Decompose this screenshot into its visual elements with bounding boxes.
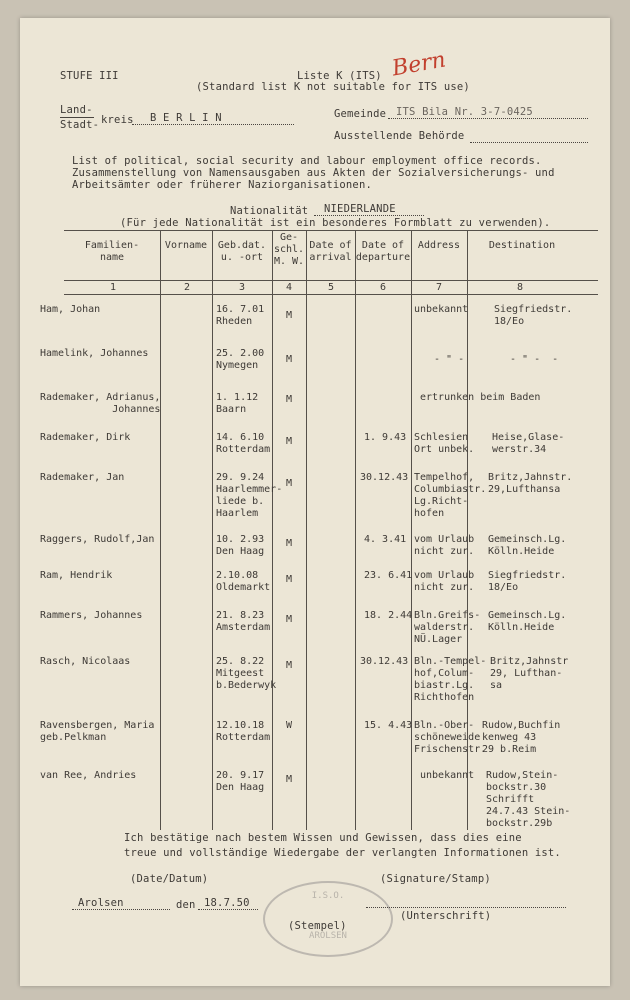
row-birth: 12.10.18 Rotterdam	[216, 720, 271, 743]
row-birth: 10. 2.93 Den Haag	[216, 534, 265, 557]
row-sex: M	[286, 310, 293, 321]
col-divider	[272, 230, 273, 830]
row-birth: 25. 8.22 Mitgeest b.Bederwyk	[216, 656, 277, 691]
signature-line	[366, 897, 566, 908]
row-name: Hamelink, Johannes	[40, 348, 149, 359]
row-sex: M	[286, 574, 293, 585]
row-address: Bln.-Ober- schöneweide Frischenstr.	[414, 720, 487, 755]
records-table	[40, 230, 598, 830]
col-divider	[306, 230, 307, 830]
nationality-value: NIEDERLANDE	[314, 203, 424, 216]
table-header-rule	[64, 280, 598, 281]
column-number: 8	[517, 282, 524, 293]
header-arrival: Date of arrival	[309, 240, 352, 263]
gemeinde-value: ITS Bila Nr. 3-7-0425	[388, 106, 588, 119]
col-divider	[212, 230, 213, 830]
gemeinde-label: Gemeinde	[334, 108, 387, 120]
header-geschlecht: Ge- schl. M. W.	[273, 232, 305, 267]
row-birth: 1. 1.12 Baarn	[216, 392, 259, 415]
header-departure: Date of departure	[355, 240, 411, 263]
row-name: Rademaker, Dirk	[40, 432, 131, 443]
column-number: 4	[286, 282, 293, 293]
row-birth: 14. 6.10 Rotterdam	[216, 432, 271, 455]
stufe-label: STUFE III	[60, 70, 119, 82]
kreis-value: B E R L I N	[132, 112, 294, 125]
row-address: Bln.-Tempel- hof,Colum- biastr.Lg. Richthofen	[414, 656, 487, 703]
office-stamp: I.S.O. AROLSEN	[263, 881, 393, 957]
column-number: 1	[110, 282, 117, 293]
col-divider	[355, 230, 356, 830]
date-value: 18.7.50	[198, 897, 258, 910]
stempel-label: (Stempel)	[288, 920, 347, 932]
row-address: Bln.Greifs- walderstr. NÜ.Lager	[414, 610, 481, 645]
row-sex: M	[286, 478, 293, 489]
kreis-label: kreis	[101, 114, 134, 126]
row-departure: 23. 6.41	[364, 570, 413, 581]
confirmation-line-2: treue und vollständige Wiedergabe der verlangten Informationen ist.	[124, 847, 561, 859]
row-birth: 16. 7.01 Rheden	[216, 304, 265, 327]
nationality-note: (Für jede Nationalität ist ein besonderes Formblatt zu verwenden).	[120, 217, 551, 229]
column-number: 2	[184, 282, 191, 293]
row-address: vom Urlaub nicht zur.	[414, 570, 475, 593]
row-departure: 30.12.43	[360, 656, 409, 667]
behoerde-value	[470, 130, 588, 143]
den-label: den	[176, 899, 196, 911]
row-destination: - " - -	[510, 354, 559, 365]
row-name: Ram, Hendrik	[40, 570, 113, 581]
table-top-rule	[64, 230, 598, 231]
row-sex: W	[286, 720, 293, 731]
row-name: Raggers, Rudolf,Jan	[40, 534, 155, 545]
row-destination: Siegfriedstr. 18/Eo	[488, 570, 567, 593]
stadt-label: Stadt-	[60, 119, 100, 131]
date-label: (Date/Datum)	[130, 873, 209, 885]
column-number: 5	[328, 282, 335, 293]
column-number: 7	[436, 282, 443, 293]
row-address: Schlesien Ort unbek.	[414, 432, 475, 455]
row-birth: 29. 9.24 Haarlemmer- liede b. Haarlem	[216, 472, 283, 519]
row-departure: 18. 2.44	[364, 610, 413, 621]
land-label: Land-	[60, 104, 93, 116]
row-destination: Gemeinsch.Lg. Kölln.Heide	[488, 610, 567, 633]
row-departure: 15. 4.43	[364, 720, 413, 731]
header-destination: Destination	[488, 240, 556, 251]
document-sheet	[20, 18, 610, 986]
row-birth: 25. 2.00 Nymegen	[216, 348, 265, 371]
row-birth: 2.10.08 Oldemarkt	[216, 570, 271, 593]
row-destination: Rudow,Buchfin kenweg 43 29 b.Reim	[482, 720, 561, 755]
header-geburt: Geb.dat. u. -ort	[217, 240, 267, 263]
liste-title: Liste K (ITS)	[297, 70, 382, 82]
row-sex: M	[286, 538, 293, 549]
column-number: 6	[380, 282, 387, 293]
row-address: unbekannt	[414, 304, 469, 315]
row-address: unbekannt	[420, 770, 475, 781]
intro-line-2: Zusammenstellung von Namensausgaben aus Akten der Sozialversicherungs- und	[72, 167, 555, 179]
land-divider	[60, 117, 94, 118]
row-name: van Ree, Andries	[40, 770, 137, 781]
row-name: Rammers, Johannes	[40, 610, 143, 621]
liste-note: (Standard list K not suitable for ITS use)	[196, 81, 470, 93]
header-familienname: Familien- name	[84, 240, 140, 263]
row-sex: M	[286, 436, 293, 447]
table-number-rule	[64, 294, 598, 295]
unterschrift-label: (Unterschrift)	[400, 910, 492, 922]
row-destination: Rudow,Stein- bockstr.30 Schrifft 24.7.43 Stein- bockstr.29b	[486, 770, 571, 829]
nationality-label: Nationalität	[230, 205, 309, 217]
row-name: Ham, Johan	[40, 304, 101, 315]
row-name: Rademaker, Jan	[40, 472, 125, 483]
row-address: vom Urlaub nicht zur.	[414, 534, 475, 557]
header-address: Address	[417, 240, 461, 251]
column-number: 3	[239, 282, 246, 293]
row-address: - " -	[434, 354, 465, 365]
behoerde-label: Ausstellende Behörde	[334, 130, 465, 142]
signature-label: (Signature/Stamp)	[380, 873, 491, 885]
handwritten-note: Bern	[390, 47, 448, 82]
row-name: Rasch, Nicolaas	[40, 656, 131, 667]
row-sex: M	[286, 354, 293, 365]
row-destination: Britz,Jahnstr 29, Lufthan- sa	[490, 656, 569, 691]
row-departure: 4. 3.41	[364, 534, 407, 545]
row-departure: 30.12.43	[360, 472, 409, 483]
row-sex: M	[286, 614, 293, 625]
col-divider	[411, 230, 412, 830]
row-departure: 1. 9.43	[364, 432, 407, 443]
intro-line-3: Arbeitsämter oder früherer Naziorganisationen.	[72, 179, 372, 191]
row-address: Tempelhof, Columbiastr. Lg.Richt- hofen	[414, 472, 487, 519]
col-divider	[160, 230, 161, 830]
row-name: Rademaker, Adrianus, Johannes	[40, 392, 161, 415]
confirmation-line-1: Ich bestätige nach bestem Wissen und Gewissen, dass dies eine	[124, 832, 522, 844]
row-destination: Gemeinsch.Lg. Kölln.Heide	[488, 534, 567, 557]
row-destination: Britz,Jahnstr. 29,Lufthansa	[488, 472, 573, 495]
intro-line-1: List of political, social security and labour employment office records.	[72, 155, 542, 167]
row-name: Ravensbergen, Maria geb.Pelkman	[40, 720, 155, 743]
row-destination: Heise,Glase- werstr.34	[492, 432, 565, 455]
row-destination: Siegfriedstr. 18/Eo	[494, 304, 573, 327]
header-vorname: Vorname	[164, 240, 208, 251]
row-sex: M	[286, 394, 293, 405]
row-birth: 20. 9.17 Den Haag	[216, 770, 265, 793]
row-sex: M	[286, 660, 293, 671]
row-sex: M	[286, 774, 293, 785]
place-value: Arolsen	[72, 897, 170, 910]
row-birth: 21. 8.23 Amsterdam	[216, 610, 271, 633]
row-address: ertrunken beim Baden	[420, 392, 541, 403]
